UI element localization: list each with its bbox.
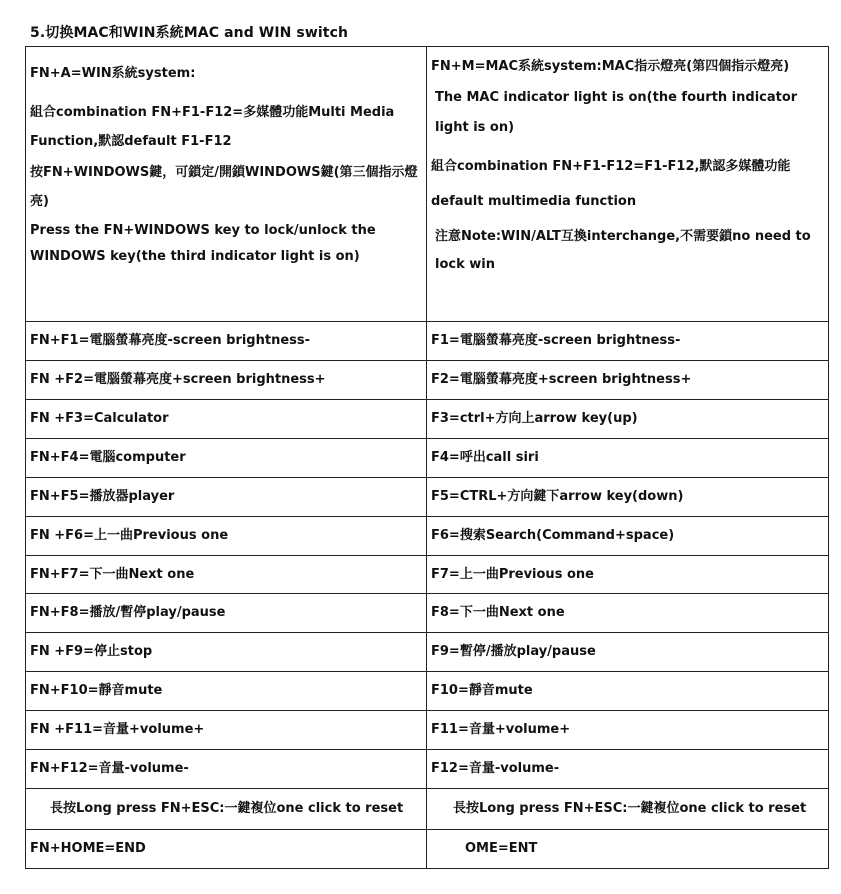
table-row — [26, 517, 829, 556]
home-end-row — [26, 830, 829, 869]
mac-combination-note: 組合combination FN+F1-F12=F1-F12,默認多媒體功能 default multimedia function — [431, 159, 791, 209]
mac-indicator-note: The MAC indicator light is on(the fourth indicator light is on) — [435, 90, 798, 135]
table-row — [26, 400, 829, 439]
win-combination-note: 組合combination FN+F1-F12=多媒體功能Multi Media Function,默認default F1-F12 — [30, 105, 395, 149]
table-row — [26, 633, 829, 672]
win-lock-note-cn: 按FN+WINDOWS鍵，可鎖定/開鎖WINDOWS鍵(第三個指示燈 亮) — [30, 165, 418, 209]
win-key-cell: FN+F1=電腦螢幕亮度-screen brightness- — [26, 322, 427, 361]
win-key-cell: FN +F3=Calculator — [26, 400, 427, 439]
mac-key-cell: F12=音量-volume- — [427, 750, 829, 789]
win-reset-cell: 長按Long press FN+ESC:一鍵複位one click to reset — [26, 789, 427, 830]
key-mapping-table — [25, 46, 829, 869]
win-key-cell: FN+F5=播放器player — [26, 478, 427, 517]
table-row — [26, 750, 829, 789]
page-title: 5.切换MAC和WIN系統MAC and WIN switch — [30, 25, 349, 41]
table-row — [26, 478, 829, 517]
table-row — [26, 361, 829, 400]
table-row — [26, 556, 829, 594]
win-key-cell: FN+F7=下一曲Next one — [26, 556, 427, 594]
reset-row — [26, 789, 829, 830]
mac-key-cell: F4=呼出call siri — [427, 439, 829, 478]
table-row — [26, 672, 829, 711]
mac-system-cell — [427, 47, 829, 322]
mac-key-cell: F11=音量+volume+ — [427, 711, 829, 750]
win-home-end-cell: FN+HOME=END — [26, 830, 427, 869]
win-key-cell: FN+F8=播放/暫停play/pause — [26, 594, 427, 633]
win-key-cell: FN+F4=電腦computer — [26, 439, 427, 478]
table-row — [26, 322, 829, 361]
win-key-cell: FN+F12=音量-volume- — [26, 750, 427, 789]
win-system-heading: FN+A=WIN系統system: — [30, 66, 196, 81]
table-row — [26, 439, 829, 478]
win-key-cell: FN +F2=電腦螢幕亮度+screen brightness+ — [26, 361, 427, 400]
mac-interchange-note: 注意Note:WIN/ALT互換interchange,不需要鎖no need to lock win — [435, 229, 811, 272]
mac-key-cell: F9=暫停/播放play/pause — [427, 633, 829, 672]
mac-system-heading: FN+M=MAC系統system:MAC指示燈亮(第四個指示燈亮) — [431, 59, 790, 74]
table-row — [26, 594, 829, 633]
win-key-cell: FN+F10=靜音mute — [26, 672, 427, 711]
header-row — [26, 47, 829, 322]
table-row — [26, 711, 829, 750]
mac-key-cell: F5=CTRL+方向鍵下arrow key(down) — [427, 478, 829, 517]
mac-key-cell: F3=ctrl+方向上arrow key(up) — [427, 400, 829, 439]
mac-key-cell: F8=下一曲Next one — [427, 594, 829, 633]
mac-home-end-cell: OME=ENT — [427, 830, 829, 869]
mac-key-cell: F7=上一曲Previous one — [427, 556, 829, 594]
win-key-cell: FN +F9=停止stop — [26, 633, 427, 672]
mac-key-cell: F1=電腦螢幕亮度-screen brightness- — [427, 322, 829, 361]
win-lock-note-en: Press the FN+WINDOWS key to lock/unlock the WINDOWS key(the third indicator light is on) — [30, 223, 376, 264]
win-key-cell: FN +F6=上一曲Previous one — [26, 517, 427, 556]
mac-key-cell: F6=搜索Search(Command+space) — [427, 517, 829, 556]
mac-reset-cell: 長按Long press FN+ESC:一鍵複位one click to reset — [427, 789, 829, 830]
win-key-cell: FN +F11=音量+volume+ — [26, 711, 427, 750]
win-system-cell — [26, 47, 427, 322]
mac-key-cell: F2=電腦螢幕亮度+screen brightness+ — [427, 361, 829, 400]
mac-key-cell: F10=靜音mute — [427, 672, 829, 711]
